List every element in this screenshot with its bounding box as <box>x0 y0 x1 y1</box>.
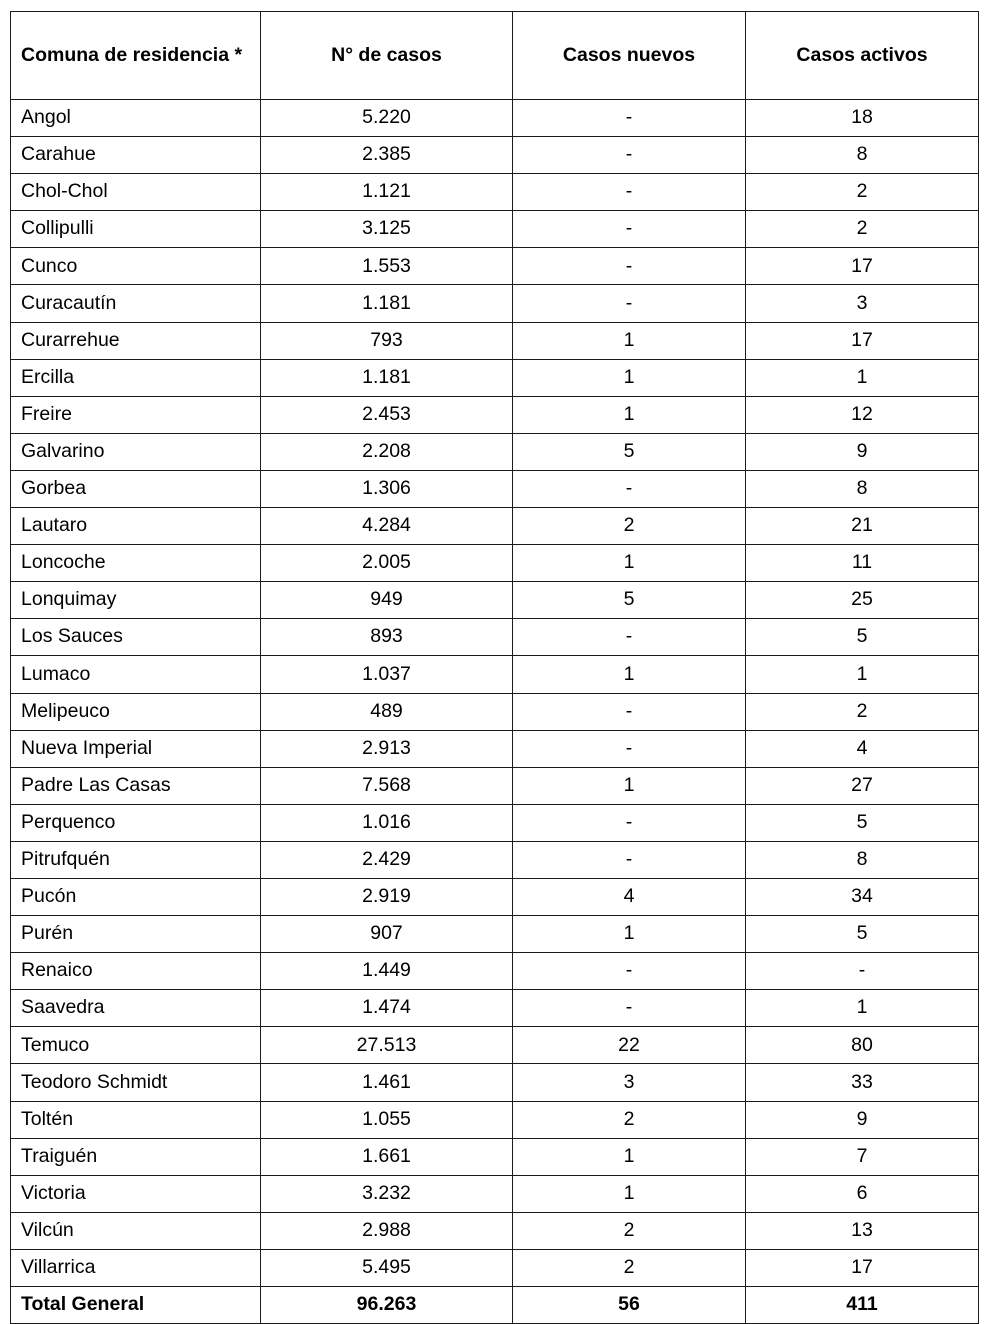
table-row <box>11 359 979 396</box>
cell-casos-nuevos: 3 <box>513 1064 746 1101</box>
cell-casos: 907 <box>261 916 513 953</box>
cell-comuna: Padre Las Casas <box>11 767 261 804</box>
cell-casos: 2.208 <box>261 433 513 470</box>
cell-casos-nuevos: - <box>513 174 746 211</box>
cell-comuna: Los Sauces <box>11 619 261 656</box>
cell-casos: 2.453 <box>261 396 513 433</box>
cell-casos-nuevos: - <box>513 841 746 878</box>
cell-casos-activos: 3 <box>746 285 979 322</box>
table-row <box>11 1027 979 1064</box>
cell-comuna: Renaico <box>11 953 261 990</box>
cell-casos-activos: 5 <box>746 619 979 656</box>
cell-comuna: Pitrufquén <box>11 841 261 878</box>
cell-casos: 1.037 <box>261 656 513 693</box>
cell-casos: 893 <box>261 619 513 656</box>
cell-casos-nuevos: - <box>513 990 746 1027</box>
cell-casos: 7.568 <box>261 767 513 804</box>
cell-comuna: Vilcún <box>11 1212 261 1249</box>
cell-casos-activos: 12 <box>746 396 979 433</box>
table-row <box>11 1138 979 1175</box>
cell-casos-activos: 5 <box>746 916 979 953</box>
cell-casos-activos: 17 <box>746 1249 979 1286</box>
casos-por-comuna-table <box>10 11 979 1324</box>
cell-casos-nuevos: - <box>513 137 746 174</box>
table-row <box>11 100 979 137</box>
cell-comuna: Loncoche <box>11 545 261 582</box>
cell-casos-activos: 11 <box>746 545 979 582</box>
cell-comuna: Angol <box>11 100 261 137</box>
cell-casos: 5.220 <box>261 100 513 137</box>
cell-comuna: Chol-Chol <box>11 174 261 211</box>
table-row <box>11 878 979 915</box>
cell-comuna: Perquenco <box>11 804 261 841</box>
cell-casos-nuevos: 5 <box>513 433 746 470</box>
cell-casos-nuevos: - <box>513 285 746 322</box>
column-header-comuna: Comuna de residencia * <box>11 12 261 100</box>
cell-casos: 1.016 <box>261 804 513 841</box>
cell-casos: 793 <box>261 322 513 359</box>
cell-casos-nuevos: 1 <box>513 1175 746 1212</box>
cell-comuna: Purén <box>11 916 261 953</box>
cell-comuna: Ercilla <box>11 359 261 396</box>
cell-comuna: Villarrica <box>11 1249 261 1286</box>
cell-casos: 489 <box>261 693 513 730</box>
cell-casos: 4.284 <box>261 508 513 545</box>
cell-comuna: Traiguén <box>11 1138 261 1175</box>
cell-casos-nuevos: - <box>513 211 746 248</box>
table-row <box>11 619 979 656</box>
total-cell-comuna: Total General <box>11 1287 261 1324</box>
total-cell-casos: 96.263 <box>261 1287 513 1324</box>
cell-casos: 5.495 <box>261 1249 513 1286</box>
cell-casos: 1.121 <box>261 174 513 211</box>
table-row <box>11 248 979 285</box>
cell-comuna: Saavedra <box>11 990 261 1027</box>
cell-casos: 2.919 <box>261 878 513 915</box>
cell-casos-activos: 5 <box>746 804 979 841</box>
cell-casos-nuevos: 1 <box>513 767 746 804</box>
cell-casos: 949 <box>261 582 513 619</box>
cell-comuna: Pucón <box>11 878 261 915</box>
cell-casos-activos: 80 <box>746 1027 979 1064</box>
cell-comuna: Toltén <box>11 1101 261 1138</box>
cell-casos-activos: 1 <box>746 359 979 396</box>
table-row <box>11 174 979 211</box>
header-row <box>11 12 979 100</box>
cell-comuna: Galvarino <box>11 433 261 470</box>
cell-casos: 2.913 <box>261 730 513 767</box>
table-row <box>11 322 979 359</box>
cell-casos-activos: 8 <box>746 137 979 174</box>
table-row <box>11 470 979 507</box>
cell-casos-activos: 2 <box>746 174 979 211</box>
cell-casos-activos: 25 <box>746 582 979 619</box>
cell-casos-nuevos: - <box>513 248 746 285</box>
table-row <box>11 953 979 990</box>
table-row <box>11 396 979 433</box>
cell-comuna: Lautaro <box>11 508 261 545</box>
table-row <box>11 767 979 804</box>
cell-casos: 1.553 <box>261 248 513 285</box>
column-header-nuevos: Casos nuevos <box>513 12 746 100</box>
table-row <box>11 285 979 322</box>
cell-comuna: Lonquimay <box>11 582 261 619</box>
table-row <box>11 508 979 545</box>
cell-casos: 2.385 <box>261 137 513 174</box>
cell-casos-activos: 8 <box>746 470 979 507</box>
cell-comuna: Temuco <box>11 1027 261 1064</box>
table-header <box>11 12 979 100</box>
cell-casos: 1.306 <box>261 470 513 507</box>
cell-casos-activos: 6 <box>746 1175 979 1212</box>
cell-casos: 1.449 <box>261 953 513 990</box>
cell-casos: 2.429 <box>261 841 513 878</box>
cell-comuna: Nueva Imperial <box>11 730 261 767</box>
table-row <box>11 1212 979 1249</box>
total-row <box>11 1287 979 1324</box>
table-row <box>11 1249 979 1286</box>
table-row <box>11 1175 979 1212</box>
cell-comuna: Melipeuco <box>11 693 261 730</box>
cell-casos-activos: 33 <box>746 1064 979 1101</box>
cell-casos: 1.055 <box>261 1101 513 1138</box>
cell-comuna: Collipulli <box>11 211 261 248</box>
cell-casos-activos: 4 <box>746 730 979 767</box>
cell-casos-nuevos: 2 <box>513 1101 746 1138</box>
cell-casos-nuevos: 22 <box>513 1027 746 1064</box>
table-row <box>11 841 979 878</box>
table-row <box>11 656 979 693</box>
cell-comuna: Carahue <box>11 137 261 174</box>
cell-casos: 1.181 <box>261 285 513 322</box>
cell-casos-activos: 13 <box>746 1212 979 1249</box>
cell-casos-activos: 34 <box>746 878 979 915</box>
cell-casos: 2.005 <box>261 545 513 582</box>
cell-casos-activos: 1 <box>746 656 979 693</box>
cell-comuna: Victoria <box>11 1175 261 1212</box>
cell-comuna: Cunco <box>11 248 261 285</box>
cell-casos: 1.474 <box>261 990 513 1027</box>
cell-casos-activos: 21 <box>746 508 979 545</box>
cell-casos-nuevos: 1 <box>513 916 746 953</box>
cell-casos-nuevos: 1 <box>513 545 746 582</box>
cell-casos-activos: 9 <box>746 1101 979 1138</box>
cell-casos-nuevos: 1 <box>513 1138 746 1175</box>
cell-casos: 3.232 <box>261 1175 513 1212</box>
cell-casos-nuevos: - <box>513 693 746 730</box>
cell-comuna: Lumaco <box>11 656 261 693</box>
cell-casos-nuevos: 5 <box>513 582 746 619</box>
cell-casos-activos: 2 <box>746 211 979 248</box>
table-row <box>11 1064 979 1101</box>
table-row <box>11 804 979 841</box>
cell-casos-nuevos: - <box>513 619 746 656</box>
cell-comuna: Freire <box>11 396 261 433</box>
column-header-activos: Casos activos <box>746 12 979 100</box>
cell-casos-nuevos: 2 <box>513 1212 746 1249</box>
column-header-casos: N° de casos <box>261 12 513 100</box>
table-row <box>11 211 979 248</box>
cell-casos-nuevos: - <box>513 100 746 137</box>
cell-casos-activos: 2 <box>746 693 979 730</box>
cell-casos: 3.125 <box>261 211 513 248</box>
cell-casos-activos: 7 <box>746 1138 979 1175</box>
cell-casos-nuevos: 1 <box>513 359 746 396</box>
cell-casos-activos: 27 <box>746 767 979 804</box>
cell-casos-nuevos: 1 <box>513 322 746 359</box>
table-body <box>11 100 979 1324</box>
table-row <box>11 990 979 1027</box>
cell-casos-activos: 18 <box>746 100 979 137</box>
cell-casos-nuevos: - <box>513 804 746 841</box>
cell-comuna: Gorbea <box>11 470 261 507</box>
table-row <box>11 582 979 619</box>
cell-casos-activos: 8 <box>746 841 979 878</box>
cell-casos-activos: - <box>746 953 979 990</box>
table-row <box>11 730 979 767</box>
cell-casos: 2.988 <box>261 1212 513 1249</box>
cell-casos-nuevos: - <box>513 470 746 507</box>
table-row <box>11 916 979 953</box>
cell-comuna: Curacautín <box>11 285 261 322</box>
table-row <box>11 1101 979 1138</box>
total-cell-casos-activos: 411 <box>746 1287 979 1324</box>
cell-casos-nuevos: 1 <box>513 656 746 693</box>
cell-casos-nuevos: 2 <box>513 508 746 545</box>
cell-casos-nuevos: - <box>513 953 746 990</box>
table-row <box>11 545 979 582</box>
cell-casos-activos: 17 <box>746 322 979 359</box>
cell-casos: 1.461 <box>261 1064 513 1101</box>
cell-casos: 1.181 <box>261 359 513 396</box>
table-row <box>11 693 979 730</box>
cell-casos-nuevos: - <box>513 730 746 767</box>
cell-comuna: Teodoro Schmidt <box>11 1064 261 1101</box>
cell-casos: 27.513 <box>261 1027 513 1064</box>
cell-casos-nuevos: 1 <box>513 396 746 433</box>
cell-casos-activos: 17 <box>746 248 979 285</box>
cell-casos-activos: 1 <box>746 990 979 1027</box>
cell-casos-activos: 9 <box>746 433 979 470</box>
cell-casos: 1.661 <box>261 1138 513 1175</box>
cell-comuna: Curarrehue <box>11 322 261 359</box>
table-row <box>11 433 979 470</box>
cell-casos-nuevos: 4 <box>513 878 746 915</box>
cell-casos-nuevos: 2 <box>513 1249 746 1286</box>
total-cell-casos-nuevos: 56 <box>513 1287 746 1324</box>
table-row <box>11 137 979 174</box>
